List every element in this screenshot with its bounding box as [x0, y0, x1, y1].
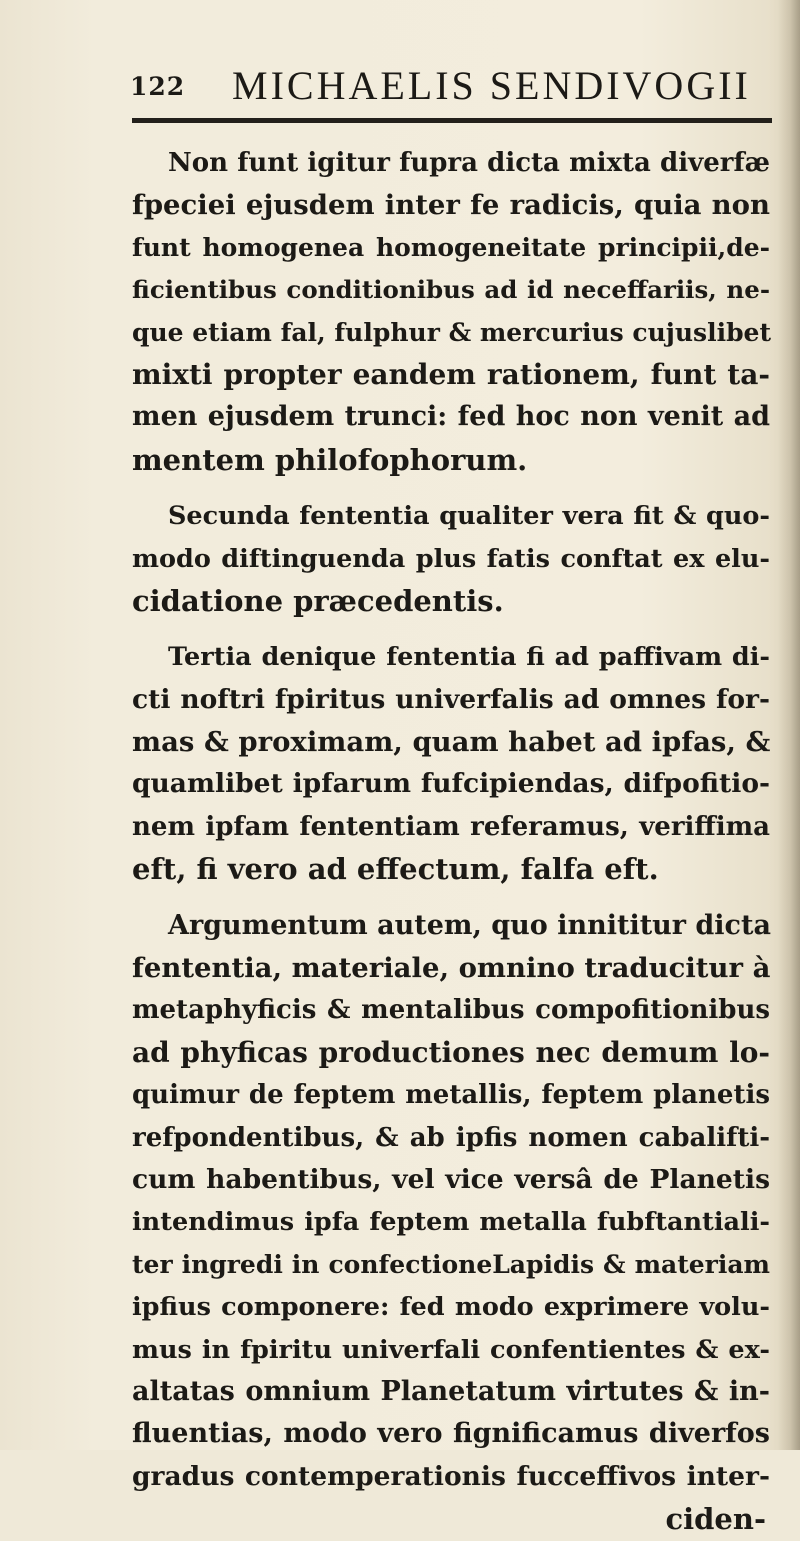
text-line: ficientibus conditionibus ad id neceffariis, ne-	[132, 275, 770, 305]
text-line: ad phyficas productiones nec demum lo-	[132, 1035, 770, 1069]
running-title: MICHAELIS SENDIVOGII	[232, 63, 751, 108]
text-line: Argumentum autem, quo innititur dicta	[168, 909, 771, 941]
text-line: modo diftinguenda plus fatis conftat ex elu-	[132, 543, 770, 574]
text-line: Tertia denique fententia fi ad paffivam di-	[168, 642, 770, 673]
catchword: ciden-	[665, 1502, 766, 1537]
text-line: metaphyficis & mentalibus compofitionibus	[132, 995, 770, 1026]
header-rule	[132, 118, 772, 123]
text-line: fpeciei ejusdem inter fe radicis, quia non	[132, 189, 770, 222]
text-line: gradus contemperationis fucceffivos inter-	[132, 1460, 770, 1492]
text-line: mentem philofophorum.	[132, 442, 528, 477]
text-line: mas & proximam, quam habet ad ipfas, &	[132, 726, 771, 759]
paragraph	[132, 905, 770, 1498]
paragraph	[132, 142, 770, 481]
text-line: mixti propter eandem rationem, funt ta-	[132, 357, 770, 391]
text-line: ter ingredi in confectioneLapidis & materiam	[132, 1249, 770, 1279]
paragraph	[132, 495, 770, 622]
text-line: cti noftri fpiritus univerfalis ad omnes for-	[132, 683, 770, 715]
text-line: men ejusdem trunci: fed hoc non venit ad	[132, 401, 770, 433]
text-line: quimur de feptem metallis, feptem planetis	[132, 1080, 770, 1111]
page-number: 122	[130, 72, 186, 101]
paragraph	[132, 636, 770, 890]
text-line: altatas omnium Planetatum virtutes & in-	[132, 1375, 770, 1407]
text-line: eft, fi vero ad effectum, falfa eft.	[132, 852, 659, 887]
text-line: cum habentibus, vel vice versâ de Planetis	[132, 1163, 770, 1195]
body-text	[132, 142, 770, 1541]
text-line: funt homogenea homogeneitate principii,de-	[132, 232, 770, 262]
text-line: Secunda fententia qualiter vera fit & quo-	[168, 501, 770, 532]
text-line: fluentias, modo vero fignificamus diverfos	[132, 1418, 770, 1450]
text-line: fententia, materiale, omnino traducitur à	[132, 952, 771, 985]
text-line: quamlibet ipfarum fufcipiendas, difpofitio-	[132, 768, 770, 800]
text-line: Non funt igitur fupra dicta mixta diverfæ	[168, 148, 770, 178]
text-line: intendimus ipfa feptem metalla fubftantiali-	[132, 1207, 770, 1238]
page-edge-shadow	[778, 0, 800, 1450]
text-line: refpondentibus, & ab ipfis nomen cabalifti-	[132, 1122, 770, 1153]
text-line: nem ipfam fententiam referamus, veriffima	[132, 811, 770, 842]
page-header	[130, 62, 770, 112]
text-line: que etiam fal, fulphur & mercurius cujuslibet	[132, 317, 772, 347]
text-line: mus in fpiritu univerfali confentientes & ex-	[132, 1334, 770, 1365]
text-line: ipfius componere: fed modo exprimere volu-	[132, 1292, 770, 1323]
text-line: cidatione præcedentis.	[132, 583, 504, 618]
